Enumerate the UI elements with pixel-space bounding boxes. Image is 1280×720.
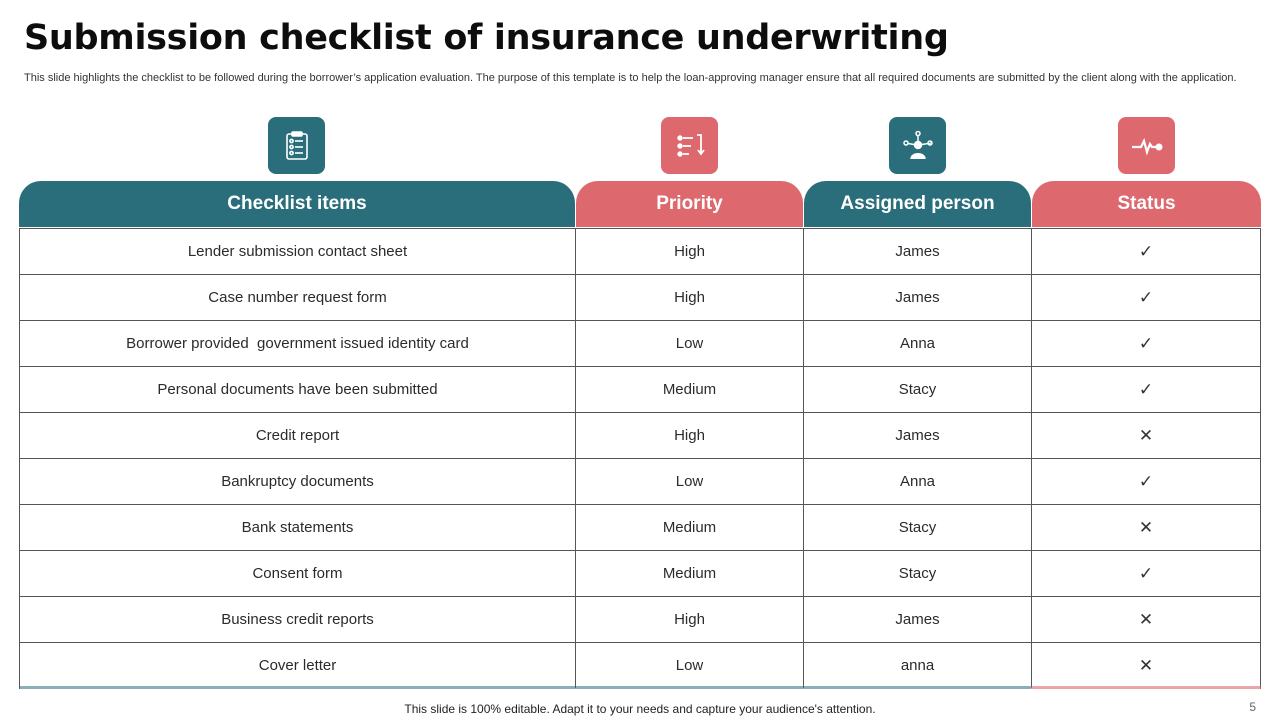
table-row	[20, 321, 1260, 367]
table-row	[20, 229, 1260, 275]
table-row	[20, 413, 1260, 459]
status-cross-icon: ✕	[1138, 609, 1154, 630]
assigned-person-cell: Stacy	[804, 505, 1032, 550]
assigned-person-cell: Stacy	[804, 551, 1032, 596]
priority-cell: High	[576, 275, 804, 320]
checklist-item-cell: Personal documents have been submitted	[20, 367, 576, 412]
priority-cell: High	[576, 229, 804, 274]
status-check-icon: ✓	[1138, 287, 1154, 308]
table-row	[20, 505, 1260, 551]
header-priority: Priority	[576, 181, 803, 227]
checklist-item-cell: Credit report	[20, 413, 576, 458]
table-row	[20, 551, 1260, 597]
assigned-person-cell: Anna	[804, 459, 1032, 504]
priority-cell: Low	[576, 459, 804, 504]
assigned-person-cell: James	[804, 275, 1032, 320]
person-network-icon	[889, 117, 946, 174]
priority-cell: High	[576, 413, 804, 458]
page-number: 5	[1249, 700, 1256, 714]
checklist-item-cell: Bankruptcy documents	[20, 459, 576, 504]
status-check-icon: ✓	[1138, 563, 1154, 584]
checklist-item-cell: Cover letter	[20, 643, 576, 688]
table-bottom-accent-teal	[19, 686, 1031, 689]
status-cross-icon: ✕	[1138, 655, 1154, 676]
footer-note: This slide is 100% editable. Adapt it to your needs and capture your audience's attention.	[404, 702, 876, 716]
checklist-item-cell: Consent form	[20, 551, 576, 596]
header-checklist-items: Checklist items	[19, 181, 575, 227]
assigned-person-cell: Anna	[804, 321, 1032, 366]
status-cross-icon: ✕	[1138, 517, 1154, 538]
priority-cell: Medium	[576, 367, 804, 412]
priority-cell: High	[576, 597, 804, 642]
slide-title: Submission checklist of insurance underwriting	[24, 18, 949, 58]
status-cross-icon: ✕	[1138, 425, 1154, 446]
priority-cell: Medium	[576, 505, 804, 550]
priority-list-icon	[661, 117, 718, 174]
assigned-person-cell: James	[804, 597, 1032, 642]
checklist-item-cell: Business credit reports	[20, 597, 576, 642]
assigned-person-cell: James	[804, 229, 1032, 274]
table-row	[20, 643, 1260, 688]
header-assigned-person: Assigned person	[804, 181, 1031, 227]
assigned-person-cell: anna	[804, 643, 1032, 688]
checklist-item-cell: Borrower provided government issued identity card	[20, 321, 576, 366]
checklist-item-cell: Bank statements	[20, 505, 576, 550]
assigned-person-cell: James	[804, 413, 1032, 458]
table-row	[20, 459, 1260, 505]
table-bottom-accent-coral	[1031, 686, 1261, 689]
heartbeat-icon	[1118, 117, 1175, 174]
slide-subtitle: This slide highlights the checklist to be followed during the borrower’s application evaluation. The purpose of this template is to help the loan-approving manager ensure that all required documents are submitted by the client along with the application.	[24, 72, 1237, 84]
status-check-icon: ✓	[1138, 333, 1154, 354]
status-check-icon: ✓	[1138, 241, 1154, 262]
priority-cell: Low	[576, 643, 804, 688]
status-check-icon: ✓	[1138, 379, 1154, 400]
header-status: Status	[1032, 181, 1261, 227]
priority-cell: Low	[576, 321, 804, 366]
checklist-item-cell: Lender submission contact sheet	[20, 229, 576, 274]
table-row	[20, 275, 1260, 321]
table-row	[20, 597, 1260, 643]
clipboard-checklist-icon	[268, 117, 325, 174]
table-row	[20, 367, 1260, 413]
assigned-person-cell: Stacy	[804, 367, 1032, 412]
checklist-item-cell: Case number request form	[20, 275, 576, 320]
status-check-icon: ✓	[1138, 471, 1154, 492]
checklist-table	[19, 228, 1261, 689]
priority-cell: Medium	[576, 551, 804, 596]
